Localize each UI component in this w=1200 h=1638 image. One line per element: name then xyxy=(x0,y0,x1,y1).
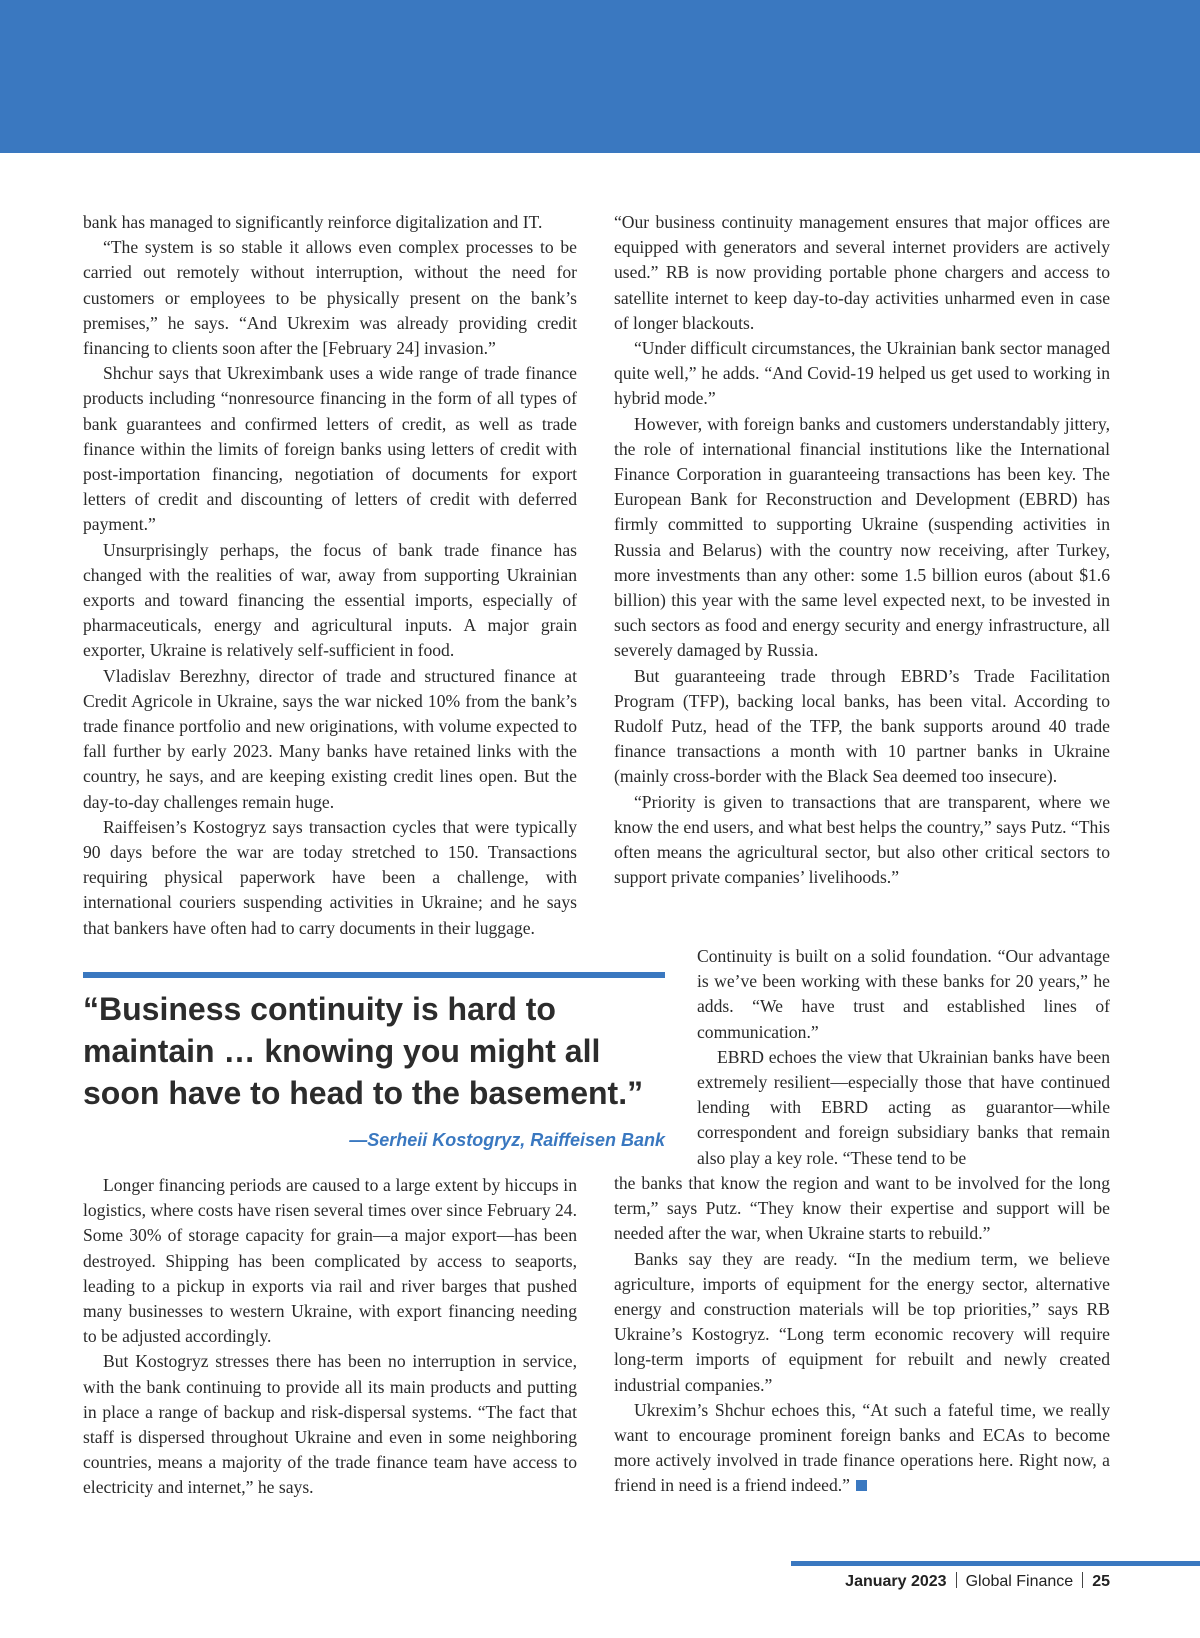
pullquote-text: “Business continuity is hard to maintain … knowing you might all soon have to head to the basement.” xyxy=(83,991,644,1111)
paragraph: Banks say they are ready. “In the medium term, we believe agriculture, imports of equipment for the energy sector, alternative energy and construction materials will be top priorities,” says RB Ukraine’s Kostogryz. “Long term economic recovery will require long-term imports of equipment for rebuilt and newly created industrial companies.” xyxy=(614,1248,1110,1395)
pullquote-rule xyxy=(83,972,665,978)
end-of-article-square-icon xyxy=(856,1480,867,1491)
paragraph: Raiffeisen’s Kostogryz says transaction cycles that were typically 90 days before the war are today stretched to 150. Transactions requiring physical paperwork have been a challenge, with international couriers suspending activities in Ukraine; and he says that bankers have often had to carry documents in their luggage. xyxy=(83,816,577,938)
paragraph xyxy=(614,1398,1110,1499)
paragraph: Continuity is built on a solid foundation. “Our advantage is we’ve been working with these banks for 20 years,” he adds. “We have trust and established lines of communication.” xyxy=(697,946,1110,1042)
paragraph: “Priority is given to transactions that are transparent, where we know the end users, and what best helps the country,” says Putz. “This often means the agricultural sector, but also other critical sectors to support private companies’ livelihoods.” xyxy=(614,791,1110,888)
paragraph: “The system is so stable it allows even complex processes to be carried out remotely without interruption, without the need for customers or employees to be physically present on the bank’s premises,” he says. “And Ukrexim was already providing credit financing to clients soon after the [February 24] invasion.” xyxy=(83,237,577,359)
footer-publication: Global Finance xyxy=(965,1573,1074,1590)
paragraph: But Kostogryz stresses there has been no interruption in service, with the bank continuing to provide all its main products and putting in place a range of backup and risk-dispersal systems. “The fact that staff is dispersed throughout Ukraine and even in some neighboring countries, means a majority of the trade finance team have access to electricity and internet,” he says. xyxy=(83,1351,577,1498)
body-column-right-narrow xyxy=(697,944,1110,1171)
paragraph: the banks that know the region and want to be involved for the long term,” says Putz. “They know their expertise and support will be needed after the war, when Ukraine starts to rebuild.” xyxy=(614,1173,1110,1244)
paragraph: But guaranteeing trade through EBRD’s Trade Facilitation Program (TFP), backing local banks, has been vital. According to Rudolf Putz, head of the TFP, the bank supports around 40 trade finance transactions a month with 10 partner banks in Ukraine (mainly cross-border with the Black Sea deemed too insecure). xyxy=(614,665,1110,787)
paragraph: Vladislav Berezhny, director of trade and structured finance at Credit Agricole in Ukraine, says the war nicked 10% from the bank’s trade finance portfolio and new originations, with volume expected to fall further by early 2023. Many banks have retained links with the country, he says, and are keeping existing credit lines open. But the day-to-day challenges remain huge. xyxy=(83,665,577,812)
body-column-right-top xyxy=(614,210,1110,890)
paragraph-text: Ukrexim’s Shchur echoes this, “At such a fateful time, we really want to encourage prominent foreign banks and ECAs to become more actively involved in trade finance operations here. Right now, a friend in need is a friend indeed.” xyxy=(614,1399,1110,1496)
paragraph: EBRD echoes the view that Ukrainian banks have been extremely resilient—especially those that have continued lending with EBRD acting as guarantor—while correspondent and foreign subsidiary banks that remain also play a key role. “These tend to be xyxy=(697,1046,1110,1168)
paragraph: bank has managed to significantly reinforce digitalization and IT. xyxy=(83,212,543,232)
paragraph: “Under difficult circumstances, the Ukrainian bank sector managed quite well,” he adds. “And Covid-19 helped us get used to working in hybrid mode.” xyxy=(614,338,1110,409)
header-color-band xyxy=(0,0,1200,153)
page-number: 25 xyxy=(1092,1573,1110,1590)
paragraph: “Our business continuity management ensures that major offices are equipped with generators and several internet providers are actively used.” RB is now providing portable phone chargers and access to satellite internet to keep day-to-day activities unharmed even in case of longer blackouts. xyxy=(614,212,1110,333)
footer-separator xyxy=(956,1572,957,1588)
body-column-left-bottom xyxy=(83,1173,577,1501)
paragraph: Longer financing periods are caused to a large extent by hiccups in logistics, where costs have risen several times over since February 24. Some 30% of storage capacity for grain—a major export—has been destroyed. Shipping has been complicated by access to seaports, leading to a pickup in exports via rail and river barges that pushed many businesses to western Ukraine, with export financing needing to be adjusted accordingly. xyxy=(83,1175,577,1347)
paragraph: Unsurprisingly perhaps, the focus of bank trade finance has changed with the realities of war, away from supporting Ukrainian exports and toward financing the essential imports, especially of pharmaceuticals, energy and agricultural inputs. A major grain exporter, Ukraine is relatively self-sufficient in food. xyxy=(83,539,577,661)
body-column-right-bottom xyxy=(614,1171,1110,1499)
body-column-left-top xyxy=(83,210,577,941)
page-footer xyxy=(791,1571,1110,1593)
footer-date: January 2023 xyxy=(845,1573,947,1590)
paragraph: Shchur says that Ukreximbank uses a wide range of trade finance products including “nonresource financing in the form of all types of bank guarantees and confirmed letters of credit, as well as trade finance within the limits of foreign banks using letters of credit with post-importation financing, negotiation of documents for export letters of credit and discounting of letters of credit with deferred payment.” xyxy=(83,363,577,535)
footer-separator xyxy=(1082,1572,1083,1588)
paragraph: However, with foreign banks and customers understandably jittery, the role of international financial institutions like the International Finance Corporation in guaranteeing transactions has been key. The European Bank for Reconstruction and Development (EBRD) has firmly committed to supporting Ukraine (suspending activities in Russia and Belarus) with the country now receiving, after Turkey, more investments than any other: some 1.5 billion euros (about $1.6 billion) this year with the same level expected next, to be invested in such sectors as food and energy security and energy infrastructure, all severely damaged by Russia. xyxy=(614,413,1110,661)
footer-rule xyxy=(791,1561,1200,1566)
pullquote-attribution: —Serheii Kostogryz, Raiffeisen Bank xyxy=(349,1130,665,1150)
